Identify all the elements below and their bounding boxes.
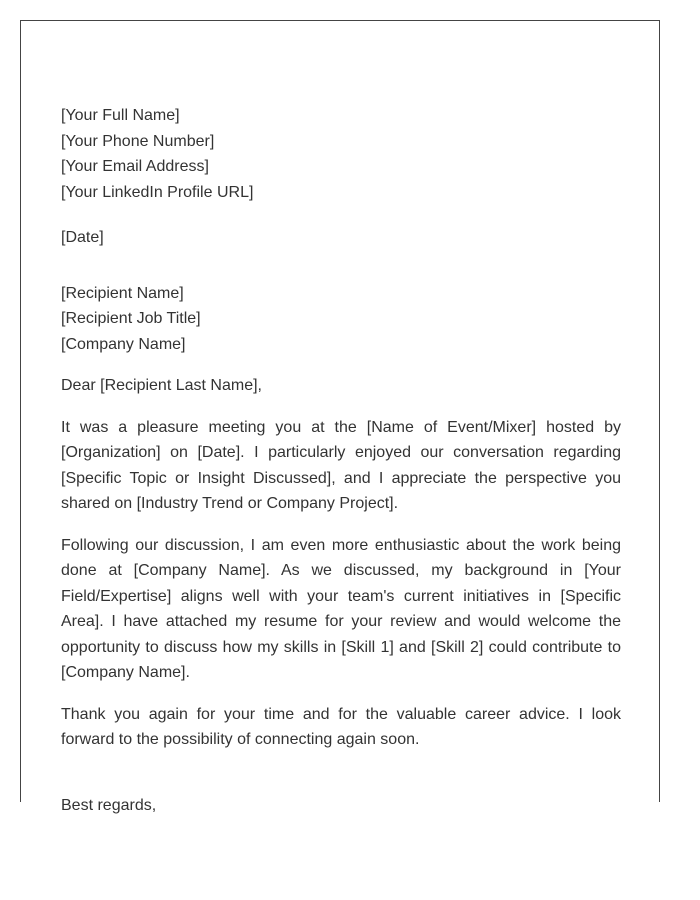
body-paragraph-3: Thank you again for your time and for the valuable career advice. I look forward to the possibility of connecting again soon. — [61, 705, 621, 748]
sender-linkedin: [Your LinkedIn Profile URL] — [61, 183, 254, 201]
recipient-name: [Recipient Name] — [61, 284, 184, 302]
sender-phone: [Your Phone Number] — [61, 132, 215, 150]
letter-date: [Date] — [61, 229, 104, 246]
body-paragraph-1: It was a pleasure meeting you at the [Name of Event/Mixer] hosted by [Organization] on [Date]. I particularly enjoyed our conversation regarding [Specific Topic or Insight Discussed], and I appreciate the perspective you shared on [Industry Trend or Company Project]. — [61, 418, 621, 512]
letter-page — [20, 20, 660, 814]
salutation: Dear [Recipient Last Name], — [61, 377, 262, 394]
recipient-company: [Company Name] — [61, 335, 186, 353]
recipient-job-title: [Recipient Job Title] — [61, 310, 201, 327]
date-block — [61, 225, 621, 251]
letter-content — [61, 103, 621, 818]
sender-block — [61, 103, 621, 205]
sender-name: [Your Full Name] — [61, 107, 180, 124]
closing: Best regards, — [61, 796, 157, 814]
recipient-block — [61, 281, 621, 358]
sender-email: [Your Email Address] — [61, 158, 209, 175]
body-paragraph-2: Following our discussion, I am even more enthusiastic about the work being done at [Company Name]. As we discussed, my background in [Your Field/Expertise] aligns well with your team's current initiatives in [Specific Area]. I have attached my resume for your review and would welcome the opportunity to discuss how my skills in [Skill 1] and [Skill 2] could contribute to [Company Name]. — [61, 536, 621, 681]
